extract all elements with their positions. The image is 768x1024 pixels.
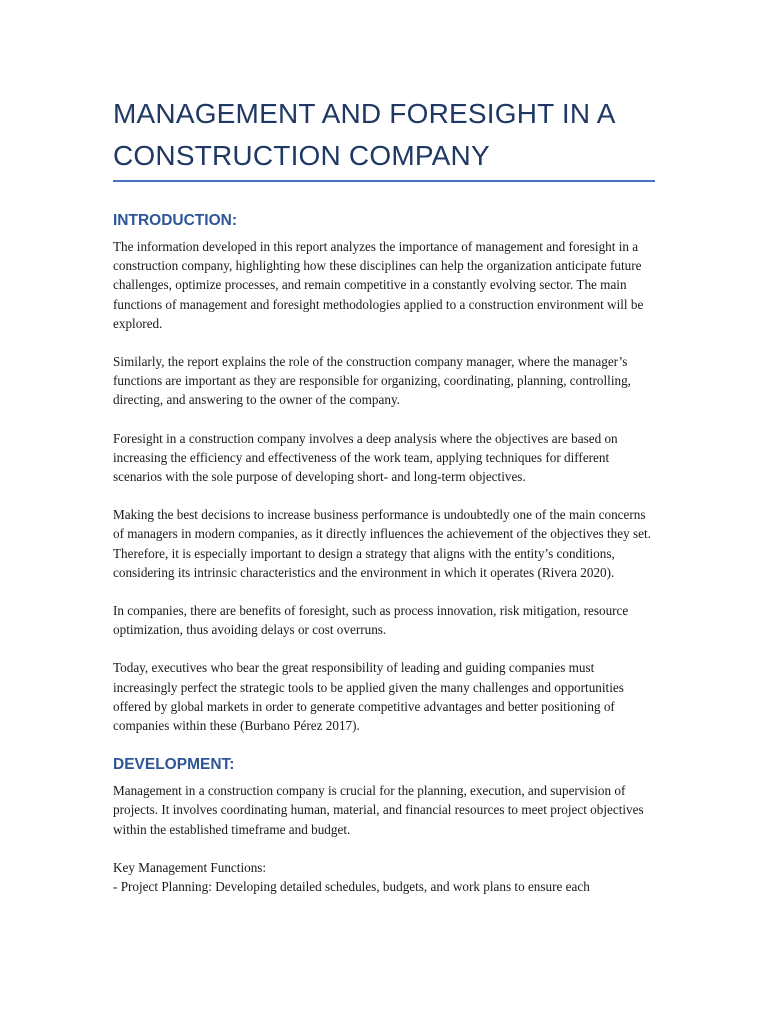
paragraph: In companies, there are benefits of foresight, such as process innovation, risk mitigation, resource optimization, thus avoiding delays or cost overruns. <box>113 603 629 638</box>
document-title: MANAGEMENT AND FORESIGHT IN A CONSTRUCTION COMPANY <box>113 98 615 171</box>
title-underline <box>113 180 655 182</box>
paragraph: Today, executives who bear the great responsibility of leading and guiding companies must increasingly perfect the strategic tools to be applied given the many challenges and opportunities offered by global markets in order to generate competitive advantages and better positioning of companies within these (Burbano Pérez 2017). <box>113 660 624 734</box>
introduction-section <box>113 211 655 735</box>
development-heading: DEVELOPMENT: <box>113 756 235 774</box>
development-section <box>113 755 655 896</box>
paragraph: Similarly, the report explains the role of the construction company manager, where the manager’s functions are important as they are responsible for organizing, coordinating, planning, controlling, directing, and answering to the owner of the company. <box>113 354 631 408</box>
paragraph: Foresight in a construction company involves a deep analysis where the objectives are based on increasing the efficiency and effectiveness of the work team, applying techniques for different scenarios with the sole purpose of developing short- and long-term objectives. <box>113 430 618 485</box>
list-item: - Project Planning: Developing detailed schedules, budgets, and work plans to ensure each <box>113 879 590 895</box>
section-spacer <box>113 735 655 755</box>
paragraph: Management in a construction company is crucial for the planning, execution, and supervision of projects. It involves coordinating human, material, and financial resources to meet project objectives within the established timeframe and budget. <box>113 783 644 837</box>
paragraph: The information developed in this report analyzes the importance of management and foresight in a construction company, highlighting how these disciplines can help the organization anticipate future challenges, optimize processes, and remain competitive in a constantly evolving sector. The main functions of management and foresight methodologies applied to a construction environment will be explored. <box>113 239 644 331</box>
paragraph: Making the best decisions to increase business performance is undoubtedly one of the main concerns of managers in modern companies, as it directly influences the achievement of the objectives they set. Therefore, it is especially important to design a strategy that aligns with the entity’s conditions, considering its intrinsic characteristics and the environment in which it operates (Rivera 2020). <box>113 507 651 580</box>
introduction-heading: INTRODUCTION: <box>113 212 237 229</box>
list-title: Key Management Functions: <box>113 859 267 875</box>
